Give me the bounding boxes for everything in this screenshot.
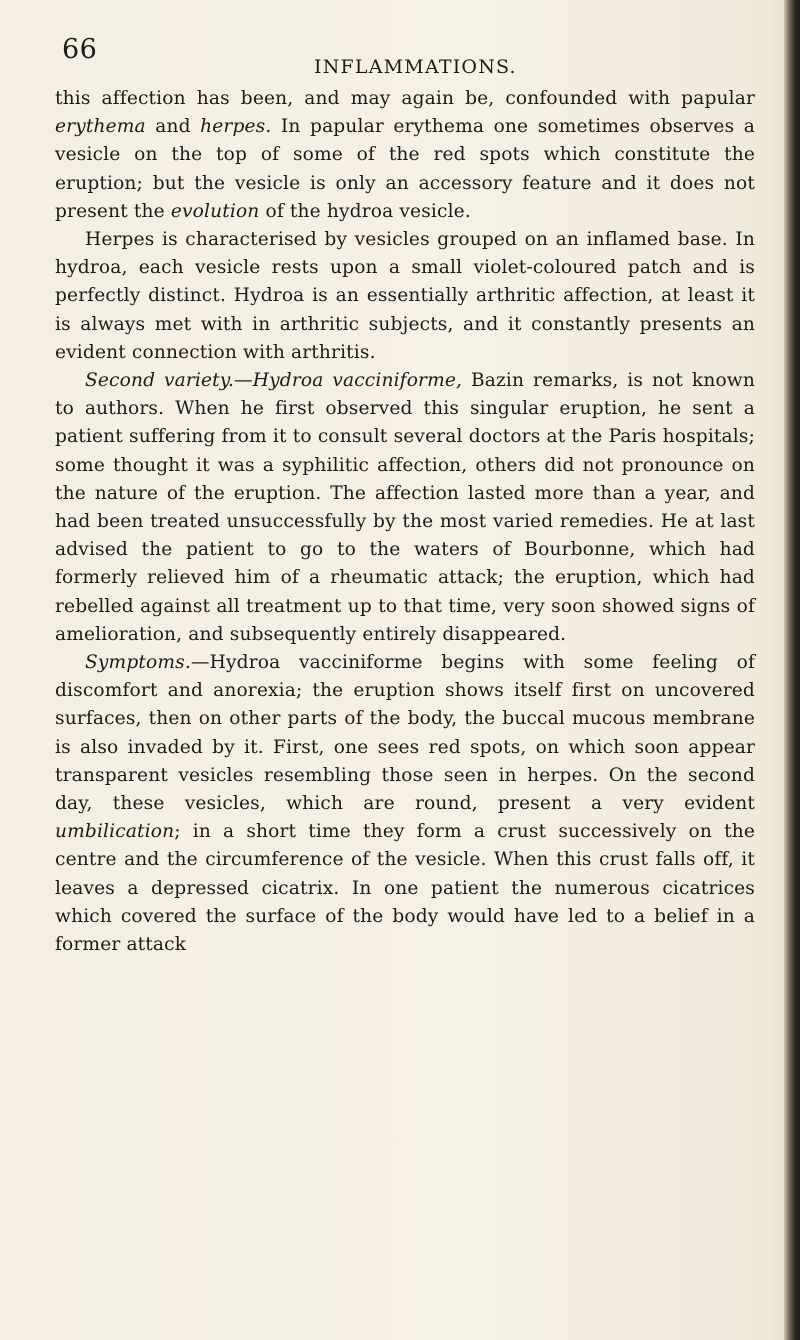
- page-header: [62, 34, 762, 78]
- italic-term: evolution: [170, 200, 260, 222]
- page-binding-edge: [784, 0, 800, 1340]
- text-run: of the hydroa vesicle.: [259, 200, 471, 222]
- paragraph-symptoms: [55, 649, 755, 959]
- italic-term: erythema: [55, 116, 146, 138]
- italic-term: umbilication: [55, 821, 175, 843]
- page-number: 66: [62, 34, 98, 65]
- text-run: and: [145, 116, 201, 138]
- text-run: ; in a short time they form a crust successively on the centre and the circumference of the vesicle. When this crust falls off, it leaves a depressed cicatrix. In one patient the numerous cicatrices which covered the surface of the body would have led to a belief in a former attack: [55, 821, 755, 956]
- running-head: INFLAMMATIONS.: [314, 56, 517, 78]
- paragraph-herpes: Herpes is characterised by vesicles grouped on an inflamed base. In hydroa, each vesicle rests upon a small violet-coloured patch and is perfectly distinct. Hydroa is an essentially arthritic affection, at least it is always met with in arthritic subjects, and it constantly presents an evident connection with arthritis.: [55, 229, 755, 363]
- paragraph-second-variety: [55, 367, 755, 649]
- section-lead: Second variety.—Hydroa vacciniforme,: [85, 370, 463, 392]
- text-run: —Hydroa vacciniforme begins with some feeling of discomfort and anorexia; the eruption shows itself first on uncovered surfaces, then on other parts of the body, the buccal mucous membrane is also invaded by it. First, one sees red spots, on which soon appear transparent vesicles resembling those seen in herpes. On the second day, these vesicles, which are round, present a very evident: [55, 652, 755, 815]
- text-run: this affection has been, and may again be, confounded with papular: [55, 88, 755, 109]
- body-text: [55, 85, 755, 959]
- text-run: In papular erythema one sometimes observes a vesicle on the top of some of the red spots which constitute the eruption; but the vesicle is only an accessory feature and it does not present the: [55, 116, 755, 222]
- paragraph-continuation: [55, 85, 755, 226]
- italic-term: herpes.: [200, 116, 272, 138]
- text-run: Bazin remarks, is not known to authors. When he first observed this singular eruption, he sent a patient suffering from it to consult several doctors at the Paris hospitals; some thought it was a syphilitic affection, others did not pronounce on the nature of the eruption. The affection lasted more than a year, and had been treated unsuccessfully by the most varied remedies. He at last advised the patient to go to the waters of Bourbonne, which had formerly relieved him of a rheumatic attack; the eruption, which had rebelled against all treatment up to that time, very soon showed signs of amelioration, and subsequently entirely disappeared.: [55, 370, 755, 645]
- section-lead: Symptoms.: [85, 652, 191, 674]
